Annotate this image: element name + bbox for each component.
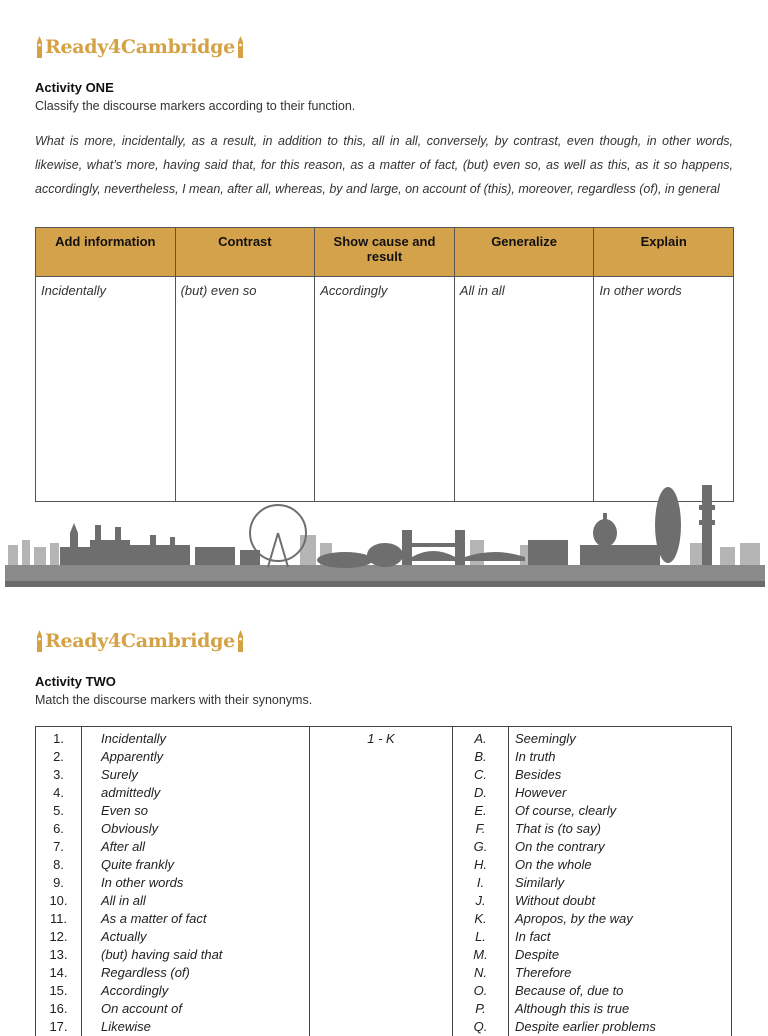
option-letter: O.: [453, 982, 509, 1000]
option-letter: J.: [453, 892, 509, 910]
big-ben-icon: [236, 36, 245, 58]
option-letter: L.: [453, 928, 509, 946]
option-letter: Q.: [453, 1018, 509, 1036]
synonym: Without doubt: [509, 892, 732, 910]
answer-cell[interactable]: [310, 784, 453, 802]
table-row: [36, 838, 732, 856]
table-row: [36, 910, 732, 928]
discourse-marker: After all: [82, 838, 310, 856]
item-number: 8.: [36, 856, 82, 874]
option-letter: P.: [453, 1000, 509, 1018]
header-cause-result: Show cause and result: [315, 228, 455, 277]
answer-cell[interactable]: [310, 874, 453, 892]
answer-cell[interactable]: [310, 856, 453, 874]
item-number: 11.: [36, 910, 82, 928]
table-row: [36, 856, 732, 874]
item-number: 15.: [36, 982, 82, 1000]
item-number: 14.: [36, 964, 82, 982]
discourse-marker: Quite frankly: [82, 856, 310, 874]
activity-one-title: Activity ONE: [35, 80, 114, 95]
synonym: Despite earlier problems: [509, 1018, 732, 1036]
table-row: [36, 982, 732, 1000]
cell-explain[interactable]: In other words: [594, 277, 734, 502]
activity-one-instruction: Classify the discourse markers according to their function.: [35, 99, 356, 113]
discourse-marker: Obviously: [82, 820, 310, 838]
discourse-marker: admittedly: [82, 784, 310, 802]
table-row: [36, 964, 732, 982]
option-letter: D.: [453, 784, 509, 802]
table-row: [36, 820, 732, 838]
table-row: [36, 946, 732, 964]
answer-cell[interactable]: [310, 748, 453, 766]
discourse-marker: Apparently: [82, 748, 310, 766]
activity-two-title: Activity TWO: [35, 674, 116, 689]
discourse-marker: As a matter of fact: [82, 910, 310, 928]
discourse-marker: Actually: [82, 928, 310, 946]
answer-cell[interactable]: [310, 946, 453, 964]
item-number: 16.: [36, 1000, 82, 1018]
discourse-marker: Accordingly: [82, 982, 310, 1000]
synonym: Apropos, by the way: [509, 910, 732, 928]
discourse-marker: All in all: [82, 892, 310, 910]
synonym: Similarly: [509, 874, 732, 892]
discourse-marker: On account of: [82, 1000, 310, 1018]
synonym: On the whole: [509, 856, 732, 874]
synonym: Of course, clearly: [509, 802, 732, 820]
synonym: Although this is true: [509, 1000, 732, 1018]
synonym: On the contrary: [509, 838, 732, 856]
header-add-information: Add information: [36, 228, 176, 277]
synonym: Therefore: [509, 964, 732, 982]
item-number: 13.: [36, 946, 82, 964]
answer-cell[interactable]: [310, 928, 453, 946]
item-number: 5.: [36, 802, 82, 820]
synonym: Despite: [509, 946, 732, 964]
classification-table: [35, 227, 734, 502]
answer-cell[interactable]: [310, 982, 453, 1000]
table-row: [36, 802, 732, 820]
synonym: Seemingly: [509, 727, 732, 749]
option-letter: A.: [453, 727, 509, 749]
item-number: 10.: [36, 892, 82, 910]
option-letter: N.: [453, 964, 509, 982]
synonym: In truth: [509, 748, 732, 766]
table-row: [36, 766, 732, 784]
option-letter: F.: [453, 820, 509, 838]
table-row: [36, 748, 732, 766]
option-letter: M.: [453, 946, 509, 964]
answer-cell[interactable]: [310, 964, 453, 982]
option-letter: C.: [453, 766, 509, 784]
discourse-marker: In other words: [82, 874, 310, 892]
table-row: [36, 892, 732, 910]
matching-table: [35, 726, 732, 1036]
header-explain: Explain: [594, 228, 734, 277]
table-row: [36, 1018, 732, 1036]
table-row: [36, 874, 732, 892]
answer-cell[interactable]: [310, 802, 453, 820]
answer-cell[interactable]: [310, 820, 453, 838]
item-number: 6.: [36, 820, 82, 838]
synonym: Because of, due to: [509, 982, 732, 1000]
option-letter: G.: [453, 838, 509, 856]
synonym: That is (to say): [509, 820, 732, 838]
synonym: In fact: [509, 928, 732, 946]
option-letter: K.: [453, 910, 509, 928]
brand-logo: [35, 36, 245, 58]
item-number: 17.: [36, 1018, 82, 1036]
answer-cell[interactable]: [310, 910, 453, 928]
table-row: [36, 1000, 732, 1018]
big-ben-icon: [236, 630, 245, 652]
option-letter: H.: [453, 856, 509, 874]
item-number: 9.: [36, 874, 82, 892]
discourse-marker: Likewise: [82, 1018, 310, 1036]
item-number: 1.: [36, 727, 82, 749]
synonym: However: [509, 784, 732, 802]
answer-cell[interactable]: [310, 1018, 453, 1036]
answer-cell[interactable]: [310, 766, 453, 784]
answer-cell[interactable]: [310, 892, 453, 910]
answer-cell[interactable]: 1 - K: [310, 727, 453, 749]
answer-cell[interactable]: [310, 838, 453, 856]
discourse-marker: Regardless (of): [82, 964, 310, 982]
item-number: 3.: [36, 766, 82, 784]
discourse-marker: Surely: [82, 766, 310, 784]
option-letter: B.: [453, 748, 509, 766]
brand-name: Ready4Cambridge: [45, 630, 235, 652]
discourse-marker: (but) having said that: [82, 946, 310, 964]
header-contrast: Contrast: [175, 228, 315, 277]
discourse-marker: Even so: [82, 802, 310, 820]
london-skyline-illustration: [0, 485, 768, 590]
cell-generalize[interactable]: All in all: [454, 277, 594, 502]
discourse-marker: Incidentally: [82, 727, 310, 749]
answer-cell[interactable]: [310, 1000, 453, 1018]
table-row: [36, 928, 732, 946]
synonym: Besides: [509, 766, 732, 784]
brand-logo: [35, 630, 245, 652]
cell-contrast[interactable]: (but) even so: [175, 277, 315, 502]
item-number: 4.: [36, 784, 82, 802]
activity-two-instruction: Match the discourse markers with their synonyms.: [35, 693, 313, 707]
header-generalize: Generalize: [454, 228, 594, 277]
cell-cause-result[interactable]: Accordingly: [315, 277, 455, 502]
big-ben-icon: [35, 630, 44, 652]
item-number: 2.: [36, 748, 82, 766]
option-letter: E.: [453, 802, 509, 820]
cell-add-information[interactable]: Incidentally: [36, 277, 176, 502]
option-letter: I.: [453, 874, 509, 892]
item-number: 7.: [36, 838, 82, 856]
discourse-markers-list: What is more, incidentally, as a result, in addition to this, all in all, conversely, by contrast, even though, in other words, likewise, what’s more, having said that, for this reason, as a matter of fact, (but) even so, as well as this, as it so happens, accordingly, nevertheless, I mean, after all, whereas, by and large, on account of (this), moreover, regardless (of), in general: [35, 134, 733, 196]
big-ben-icon: [35, 36, 44, 58]
item-number: 12.: [36, 928, 82, 946]
table-row: [36, 727, 732, 749]
table-row: [36, 784, 732, 802]
brand-name: Ready4Cambridge: [45, 36, 235, 58]
